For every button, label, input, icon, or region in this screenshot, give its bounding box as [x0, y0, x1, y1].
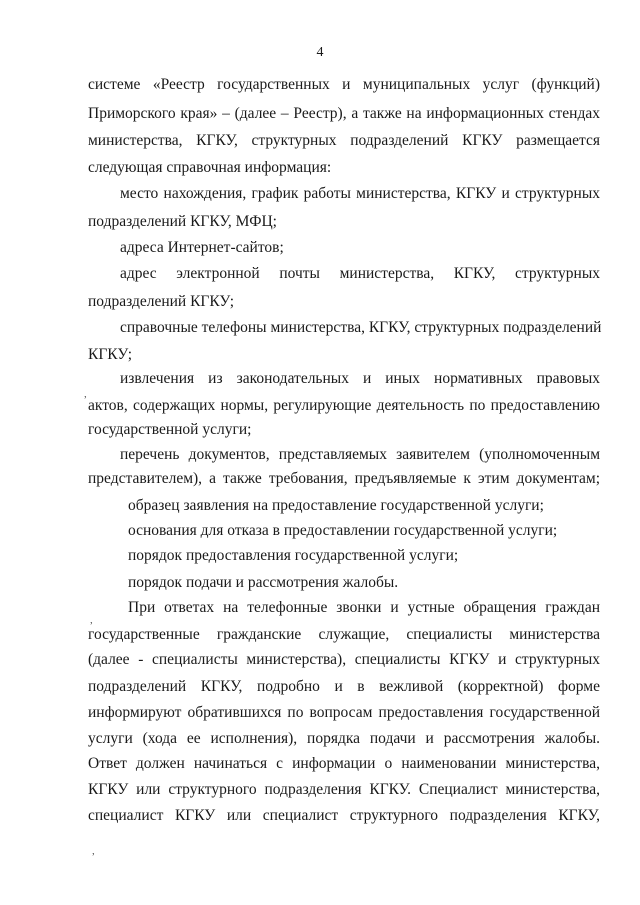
text-line: подразделений КГКУ, подробно и в вежливой (корректной) форме	[88, 678, 600, 695]
text-line: Ответ должен начинаться с информации о наименовании министерства,	[88, 755, 600, 772]
text-line: подразделений КГКУ;	[88, 293, 235, 310]
text-line: КГКУ или структурного подразделения КГКУ. Специалист министерства,	[88, 781, 600, 798]
text-line: порядок предоставления государственной услуги;	[128, 547, 459, 564]
scan-mark: ,	[92, 845, 95, 857]
text-line: министерства, КГКУ, структурных подразделений КГКУ размещается	[88, 132, 600, 149]
text-line: услуги (хода ее исполнения), порядка подачи и рассмотрения жалобы.	[88, 730, 600, 747]
text-line: При ответах на телефонные звонки и устные обращения граждан	[128, 599, 600, 616]
page-number: 4	[316, 45, 324, 60]
text-line: порядок подачи и рассмотрения жалобы.	[128, 574, 399, 591]
text-line: государственной услуги;	[88, 421, 252, 438]
text-line: справочные телефоны министерства, КГКУ, структурных подразделений	[120, 319, 602, 336]
text-line: образец заявления на предоставление государственной услуги;	[128, 497, 544, 514]
text-line: извлечения из законодательных и иных нормативных правовых	[120, 370, 600, 387]
text-line: перечень документов, представляемых заявителем (уполномоченным	[120, 446, 600, 463]
text-line: информируют обратившихся по вопросам предоставления государственной	[88, 704, 600, 721]
text-line: адрес электронной почты министерства, КГКУ, структурных	[120, 265, 600, 282]
scan-mark: ,	[90, 614, 93, 626]
text-line: системе «Реестр государственных и муниципальных услуг (функций)	[88, 76, 600, 93]
text-line: актов, содержащих нормы, регулирующие деятельность по предоставлению	[88, 397, 600, 414]
text-line: КГКУ;	[88, 346, 133, 363]
text-line: (далее - специалисты министерства), специалисты КГКУ и структурных	[88, 651, 600, 668]
scan-mark: ,	[84, 388, 87, 400]
text-line: государственные гражданские служащие, специалисты министерства	[88, 626, 600, 643]
text-line: специалист КГКУ или специалист структурного подразделения КГКУ,	[88, 807, 600, 824]
text-line: место нахождения, график работы министерства, КГКУ и структурных	[120, 185, 600, 202]
text-line: адреса Интернет-сайтов;	[120, 239, 284, 256]
text-line: представителем), а также требования, предъявляемые к этим документам;	[88, 470, 600, 487]
text-line: основания для отказа в предоставлении государственной услуги;	[128, 522, 558, 539]
text-line: подразделений КГКУ, МФЦ;	[88, 213, 277, 230]
text-line: Приморского края» – (далее – Реестр), а также на информационных стендах	[88, 105, 600, 122]
text-line: следующая справочная информация:	[88, 159, 332, 176]
